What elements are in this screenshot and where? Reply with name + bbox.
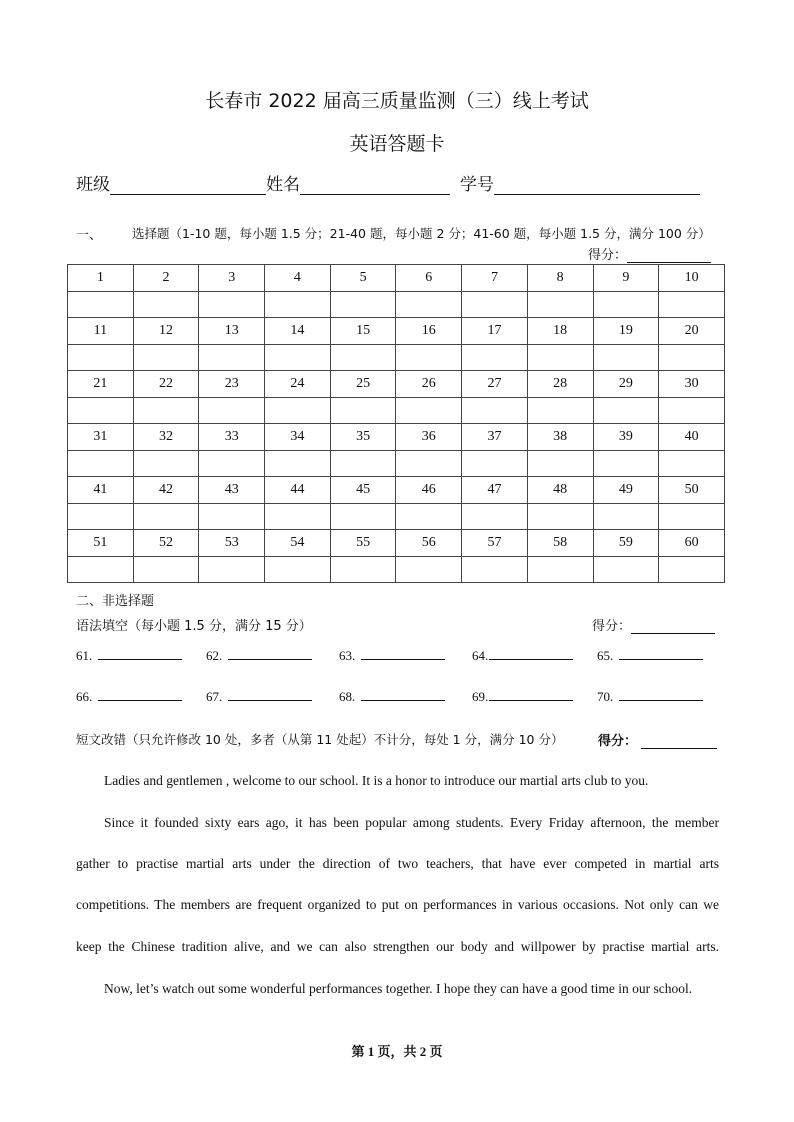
answer-cell[interactable]	[593, 556, 659, 583]
question-number: 23	[199, 371, 265, 398]
blank-65[interactable]: 65.	[597, 648, 703, 664]
question-number: 42	[133, 477, 199, 504]
section1-score-field[interactable]	[627, 262, 711, 263]
answer-row	[68, 503, 725, 530]
answer-cell[interactable]	[659, 556, 725, 583]
question-number: 17	[462, 318, 528, 345]
class-field[interactable]	[110, 194, 266, 195]
question-number: 53	[199, 530, 265, 557]
answer-cell[interactable]	[330, 556, 396, 583]
answer-cell[interactable]	[133, 503, 199, 530]
answer-cell[interactable]	[265, 450, 331, 477]
question-number: 38	[527, 424, 593, 451]
section1-number: 一、	[76, 228, 103, 243]
answer-cell[interactable]	[527, 344, 593, 371]
answer-row	[68, 556, 725, 583]
question-number: 3	[199, 265, 265, 292]
question-number: 52	[133, 530, 199, 557]
question-number: 18	[527, 318, 593, 345]
question-number: 51	[68, 530, 134, 557]
question-number: 40	[659, 424, 725, 451]
answer-cell[interactable]	[462, 397, 528, 424]
passage-line: keep the Chinese tradition alive, and we can also strengthen our body and willpower by practise martial arts.	[76, 939, 719, 954]
answer-cell[interactable]	[68, 503, 134, 530]
question-number: 19	[593, 318, 659, 345]
choice-answer-grid	[67, 264, 725, 583]
question-number: 47	[462, 477, 528, 504]
question-number: 49	[593, 477, 659, 504]
answer-cell[interactable]	[527, 556, 593, 583]
answer-cell[interactable]	[462, 556, 528, 583]
answer-cell[interactable]	[133, 344, 199, 371]
question-number: 31	[68, 424, 134, 451]
question-number: 56	[396, 530, 462, 557]
question-number: 32	[133, 424, 199, 451]
answer-cell[interactable]	[396, 450, 462, 477]
question-number-row	[68, 477, 725, 504]
blank-70[interactable]: 70.	[597, 689, 703, 705]
answer-cell[interactable]	[593, 450, 659, 477]
answer-row	[68, 397, 725, 424]
question-number: 16	[396, 318, 462, 345]
blank-68[interactable]: 68.	[339, 689, 445, 705]
error-correction-label: 短文改错（只允许修改 10 处，多者（从第 11 处起）不计分，每处 1 分，满分 10 分）	[76, 732, 564, 747]
answer-cell[interactable]	[659, 503, 725, 530]
answer-cell[interactable]	[265, 291, 331, 318]
question-number: 20	[659, 318, 725, 345]
answer-cell[interactable]	[199, 503, 265, 530]
question-number: 11	[68, 318, 134, 345]
question-number: 30	[659, 371, 725, 398]
answer-cell[interactable]	[330, 503, 396, 530]
answer-row	[68, 291, 725, 318]
blank-63[interactable]: 63.	[339, 648, 445, 664]
question-number: 34	[265, 424, 331, 451]
question-number: 50	[659, 477, 725, 504]
question-number: 37	[462, 424, 528, 451]
passage-paragraph-3: Now, let’s watch out some wonderful performances together. I hope they can have a good time in our school.	[104, 981, 693, 996]
question-number: 10	[659, 265, 725, 292]
question-number: 44	[265, 477, 331, 504]
question-number: 14	[265, 318, 331, 345]
question-number: 46	[396, 477, 462, 504]
answer-cell[interactable]	[593, 503, 659, 530]
answer-cell[interactable]	[462, 503, 528, 530]
question-number-row	[68, 318, 725, 345]
question-number: 15	[330, 318, 396, 345]
section1-instructions: 选择题（1-10 题，每小题 1.5 分；21-40 题，每小题 2 分；41-60 题，每小题 1.5 分，满分 100 分）	[132, 226, 711, 241]
answer-cell[interactable]	[659, 450, 725, 477]
question-number: 36	[396, 424, 462, 451]
question-number: 54	[265, 530, 331, 557]
question-number-row	[68, 371, 725, 398]
correction-score-label: 得分：	[598, 734, 638, 749]
question-number: 22	[133, 371, 199, 398]
question-number: 48	[527, 477, 593, 504]
question-number: 41	[68, 477, 134, 504]
answer-cell[interactable]	[265, 344, 331, 371]
grammar-fill-label: 语法填空（每小题 1.5 分，满分 15 分）	[76, 619, 312, 634]
answer-cell[interactable]	[396, 503, 462, 530]
answer-cell[interactable]	[330, 450, 396, 477]
answer-cell[interactable]	[462, 291, 528, 318]
question-number: 58	[527, 530, 593, 557]
section1-score-label: 得分：	[588, 248, 628, 263]
section1-score	[588, 244, 711, 263]
question-number: 59	[593, 530, 659, 557]
question-number: 7	[462, 265, 528, 292]
answer-cell[interactable]	[199, 556, 265, 583]
answer-cell[interactable]	[593, 291, 659, 318]
answer-cell[interactable]	[330, 344, 396, 371]
answer-cell[interactable]	[265, 503, 331, 530]
blank-61[interactable]: 61.	[76, 648, 182, 664]
question-number: 26	[396, 371, 462, 398]
blank-66[interactable]: 66.	[76, 689, 182, 705]
passage-line: gather to practise martial arts under the direction of two teachers, that have ever competed in martial arts	[76, 856, 719, 871]
answer-cell[interactable]	[527, 397, 593, 424]
answer-sheet-subtitle: 英语答题卡	[349, 133, 445, 155]
answer-cell[interactable]	[396, 556, 462, 583]
section2-title: 二、非选择题	[76, 594, 155, 609]
grammar-score-label: 得分：	[592, 619, 632, 634]
student-id-field[interactable]	[494, 194, 700, 195]
class-label: 班级	[76, 175, 110, 195]
grammar-score-field[interactable]	[631, 633, 715, 634]
student-id-label: 学号	[460, 175, 494, 195]
answer-row	[68, 450, 725, 477]
question-number-row	[68, 424, 725, 451]
passage-line: competitions. The members are frequent organized to put on performances in various occasions. Not only can we	[76, 897, 719, 912]
question-number: 6	[396, 265, 462, 292]
answer-cell[interactable]	[396, 291, 462, 318]
question-number: 57	[462, 530, 528, 557]
answer-cell[interactable]	[199, 291, 265, 318]
answer-cell[interactable]	[330, 291, 396, 318]
question-number: 33	[199, 424, 265, 451]
answer-cell[interactable]	[330, 397, 396, 424]
student-info-row	[76, 170, 700, 195]
question-number: 2	[133, 265, 199, 292]
correction-score	[598, 730, 717, 749]
question-number: 45	[330, 477, 396, 504]
name-field[interactable]	[300, 194, 450, 195]
answer-cell[interactable]	[593, 344, 659, 371]
question-number-row	[68, 265, 725, 292]
answer-cell[interactable]	[133, 397, 199, 424]
passage-paragraph-1: Ladies and gentlemen , welcome to our school. It is a honor to introduce our martial arts club to you.	[104, 773, 649, 788]
question-number: 1	[68, 265, 134, 292]
grammar-score	[592, 615, 715, 634]
exam-title: 长春市 2022 届高三质量监测（三）线上考试	[205, 90, 589, 112]
answer-cell[interactable]	[659, 397, 725, 424]
name-label: 姓名	[266, 175, 300, 195]
answer-cell[interactable]	[68, 556, 134, 583]
answer-cell[interactable]	[659, 344, 725, 371]
answer-cell[interactable]	[396, 397, 462, 424]
blank-64[interactable]: 64.	[472, 648, 573, 664]
blank-62[interactable]: 62.	[206, 648, 312, 664]
question-number: 25	[330, 371, 396, 398]
answer-cell[interactable]	[68, 397, 134, 424]
blank-67[interactable]: 67.	[206, 689, 312, 705]
answer-cell[interactable]	[199, 450, 265, 477]
answer-cell[interactable]	[659, 291, 725, 318]
question-number-row	[68, 530, 725, 557]
question-number: 4	[265, 265, 331, 292]
question-number: 24	[265, 371, 331, 398]
answer-row	[68, 344, 725, 371]
question-number: 60	[659, 530, 725, 557]
answer-cell[interactable]	[462, 450, 528, 477]
answer-cell[interactable]	[68, 450, 134, 477]
question-number: 39	[593, 424, 659, 451]
question-number: 29	[593, 371, 659, 398]
question-number: 27	[462, 371, 528, 398]
answer-cell[interactable]	[462, 344, 528, 371]
answer-cell[interactable]	[527, 503, 593, 530]
question-number: 12	[133, 318, 199, 345]
answer-cell[interactable]	[527, 450, 593, 477]
answer-cell[interactable]	[265, 397, 331, 424]
question-number: 9	[593, 265, 659, 292]
answer-cell[interactable]	[199, 344, 265, 371]
question-number: 43	[199, 477, 265, 504]
answer-cell[interactable]	[68, 291, 134, 318]
answer-cell[interactable]	[265, 556, 331, 583]
answer-cell[interactable]	[593, 397, 659, 424]
page-number: 第 1 页，共 2 页	[351, 1044, 443, 1059]
question-number: 55	[330, 530, 396, 557]
blank-69[interactable]: 69.	[472, 689, 573, 705]
answer-cell[interactable]	[199, 397, 265, 424]
answer-cell[interactable]	[68, 344, 134, 371]
answer-cell[interactable]	[133, 556, 199, 583]
answer-cell[interactable]	[133, 450, 199, 477]
answer-cell[interactable]	[396, 344, 462, 371]
question-number: 21	[68, 371, 134, 398]
correction-score-field[interactable]	[641, 748, 717, 749]
question-number: 8	[527, 265, 593, 292]
passage-line: Since it founded sixty ears ago, it has been popular among students. Every Friday afternoon, the member	[104, 815, 719, 830]
question-number: 35	[330, 424, 396, 451]
question-number: 13	[199, 318, 265, 345]
answer-cell[interactable]	[527, 291, 593, 318]
question-number: 28	[527, 371, 593, 398]
answer-cell[interactable]	[133, 291, 199, 318]
question-number: 5	[330, 265, 396, 292]
